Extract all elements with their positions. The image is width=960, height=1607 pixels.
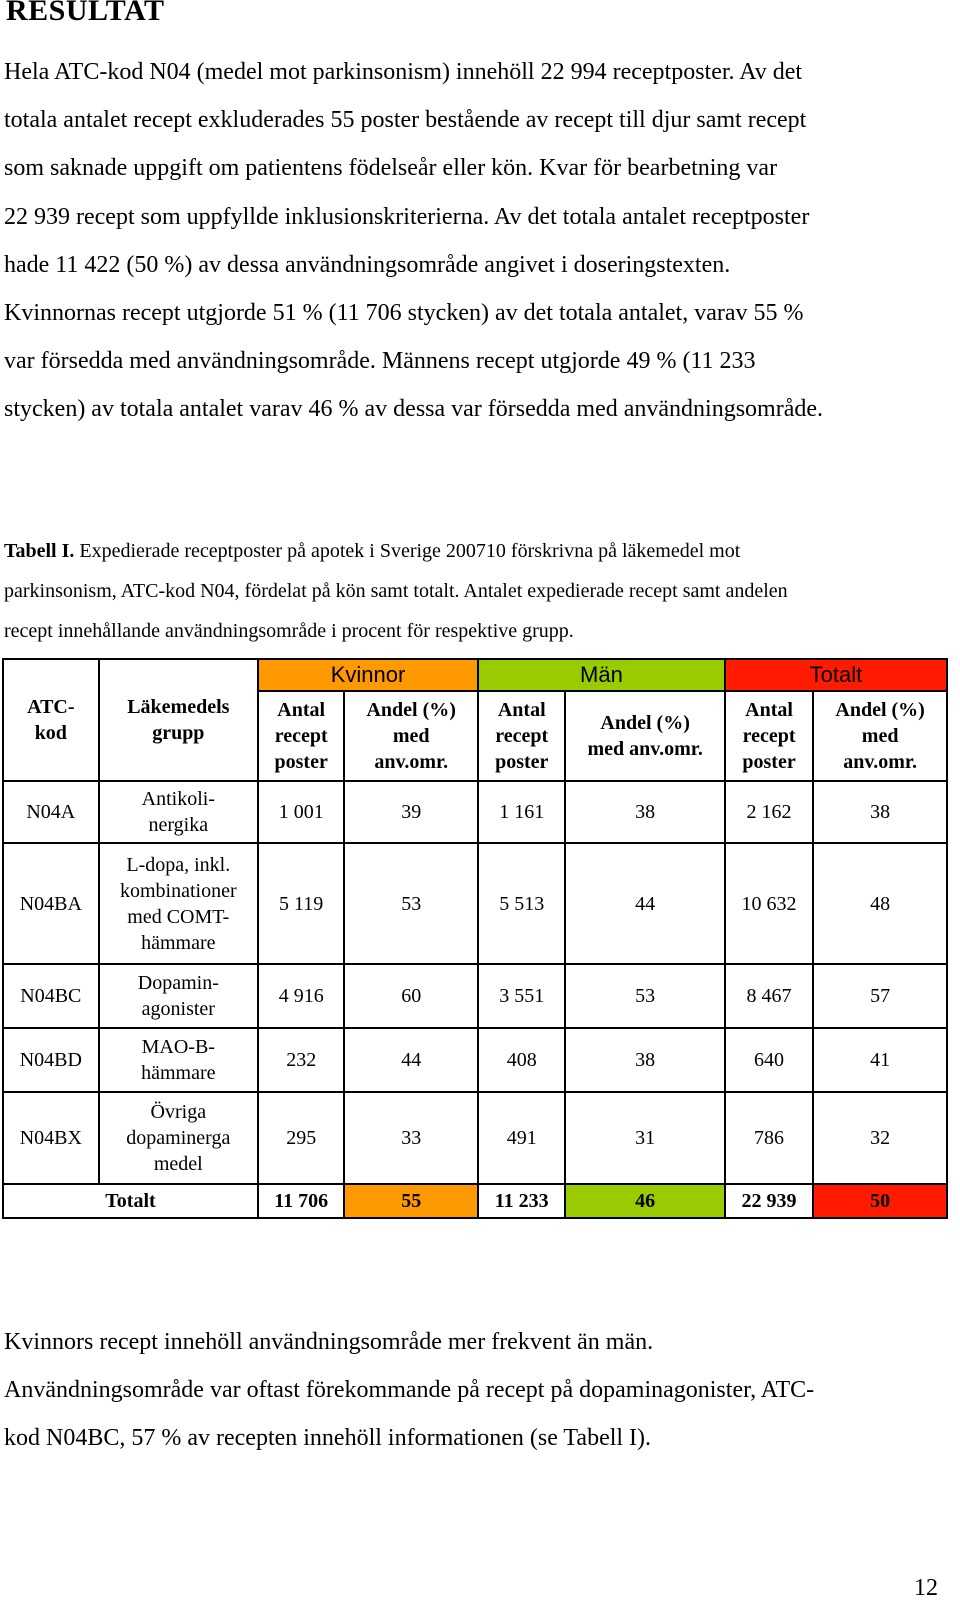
total-row [3, 1184, 947, 1218]
data-table [2, 658, 948, 1219]
total-label: Totalt [3, 1184, 258, 1218]
cell-value: 3 551 [478, 964, 565, 1028]
group-header-kvinnor: Kvinnor [258, 659, 478, 691]
header-count: Antal recept poster [478, 691, 565, 781]
total-value: 55 [344, 1184, 478, 1218]
caption-text: parkinsonism, ATC-kod N04, fördelat på kön samt totalt. Antalet expedierade recept samt andelen [4, 580, 788, 602]
cell-value: 32 [813, 1092, 947, 1184]
cell-value: 53 [344, 843, 478, 964]
drug-group: L-dopa, inkl. kombinationer med COMT- hämmare [99, 843, 258, 964]
conclusion-paragraph [4, 1318, 952, 1463]
cell-value: 41 [813, 1028, 947, 1092]
cell-value: 33 [344, 1092, 478, 1184]
cell-value: 48 [813, 843, 947, 964]
atc-code: N04BX [3, 1092, 99, 1184]
group-header-totalt: Totalt [725, 659, 947, 691]
table-caption [4, 531, 954, 651]
caption-text: Expedierade receptposter på apotek i Sverige 200710 förskrivna på läkemedel mot [74, 540, 741, 562]
cell-value: 786 [725, 1092, 813, 1184]
section-heading: RESULTAT [6, 0, 165, 27]
atc-code: N04BA [3, 843, 99, 964]
text-line: Hela ATC-kod N04 (medel mot parkinsonism) innehöll 22 994 receptposter. Av det [4, 59, 803, 85]
caption-text: recept innehållande användningsområde i procent för respektive grupp. [4, 620, 574, 642]
atc-code: N04A [3, 781, 99, 843]
cell-value: 295 [258, 1092, 344, 1184]
cell-value: 2 162 [725, 781, 813, 843]
cell-value: 640 [725, 1028, 813, 1092]
cell-value: 38 [813, 781, 947, 843]
text-line: 22 939 recept som uppfyllde inklusionskriterierna. Av det totala antalet receptposter [4, 203, 810, 230]
text-line: stycken) av totala antalet varav 46 % av dessa var försedda med användningsområde. [4, 396, 824, 423]
table-row [3, 781, 947, 843]
cell-value: 408 [478, 1028, 565, 1092]
text-line: Kvinnors recept innehöll användningsområde mer frekvent än män. [4, 1329, 654, 1355]
table-row [3, 1092, 947, 1184]
table-row [3, 964, 947, 1028]
header-atc: ATC- kod [3, 659, 99, 781]
cell-value: 44 [344, 1028, 478, 1092]
drug-group: MAO-B- hämmare [99, 1028, 258, 1092]
group-header-man: Män [478, 659, 725, 691]
cell-value: 8 467 [725, 964, 813, 1028]
cell-value: 38 [565, 781, 724, 843]
header-drug-group: Läkemedels grupp [99, 659, 258, 781]
cell-value: 1 161 [478, 781, 565, 843]
cell-value: 39 [344, 781, 478, 843]
caption-label: Tabell I. [4, 540, 75, 562]
cell-value: 5 513 [478, 843, 565, 964]
header-share: Andel (%) med anv.omr. [344, 691, 478, 781]
header-count: Antal recept poster [258, 691, 344, 781]
cell-value: 10 632 [725, 843, 813, 964]
text-line: var försedda med användningsområde. Männens recept utgjorde 49 % (11 233 [4, 348, 756, 375]
cell-value: 38 [565, 1028, 724, 1092]
drug-group: Övriga dopaminerga medel [99, 1092, 258, 1184]
total-value: 22 939 [725, 1184, 813, 1218]
cell-value: 57 [813, 964, 947, 1028]
cell-value: 53 [565, 964, 724, 1028]
cell-value: 491 [478, 1092, 565, 1184]
total-value: 50 [813, 1184, 947, 1218]
atc-code: N04BC [3, 964, 99, 1028]
atc-code: N04BD [3, 1028, 99, 1092]
intro-paragraph [4, 48, 952, 434]
table-row [3, 843, 947, 964]
header-share: Andel (%) med anv.omr. [565, 691, 724, 781]
page-number: 12 [914, 1575, 938, 1601]
cell-value: 4 916 [258, 964, 344, 1028]
total-value: 11 233 [478, 1184, 565, 1218]
header-row [3, 659, 947, 691]
text-line: Användningsområde var oftast förekommande på recept på dopaminagonister, ATC- [4, 1377, 815, 1404]
cell-value: 5 119 [258, 843, 344, 964]
total-value: 11 706 [258, 1184, 344, 1218]
total-value: 46 [565, 1184, 724, 1218]
text-line: Kvinnornas recept utgjorde 51 % (11 706 stycken) av det totala antalet, varav 55 % [4, 300, 804, 327]
table-row [3, 1028, 947, 1092]
text-line: kod N04BC, 57 % av recepten innehöll informationen (se Tabell I). [4, 1425, 652, 1452]
header-count: Antal recept poster [725, 691, 813, 781]
text-line: totala antalet recept exkluderades 55 poster bestående av recept till djur samt recept [4, 107, 807, 134]
cell-value: 44 [565, 843, 724, 964]
cell-value: 60 [344, 964, 478, 1028]
cell-value: 1 001 [258, 781, 344, 843]
text-line: hade 11 422 (50 %) av dessa användningsområde angivet i doseringstexten. [4, 251, 731, 278]
text-line: som saknade uppgift om patientens födelseår eller kön. Kvar för bearbetning var [4, 155, 778, 182]
drug-group: Dopamin- agonister [99, 964, 258, 1028]
cell-value: 232 [258, 1028, 344, 1092]
cell-value: 31 [565, 1092, 724, 1184]
header-share: Andel (%) med anv.omr. [813, 691, 947, 781]
drug-group: Antikoli- nergika [99, 781, 258, 843]
